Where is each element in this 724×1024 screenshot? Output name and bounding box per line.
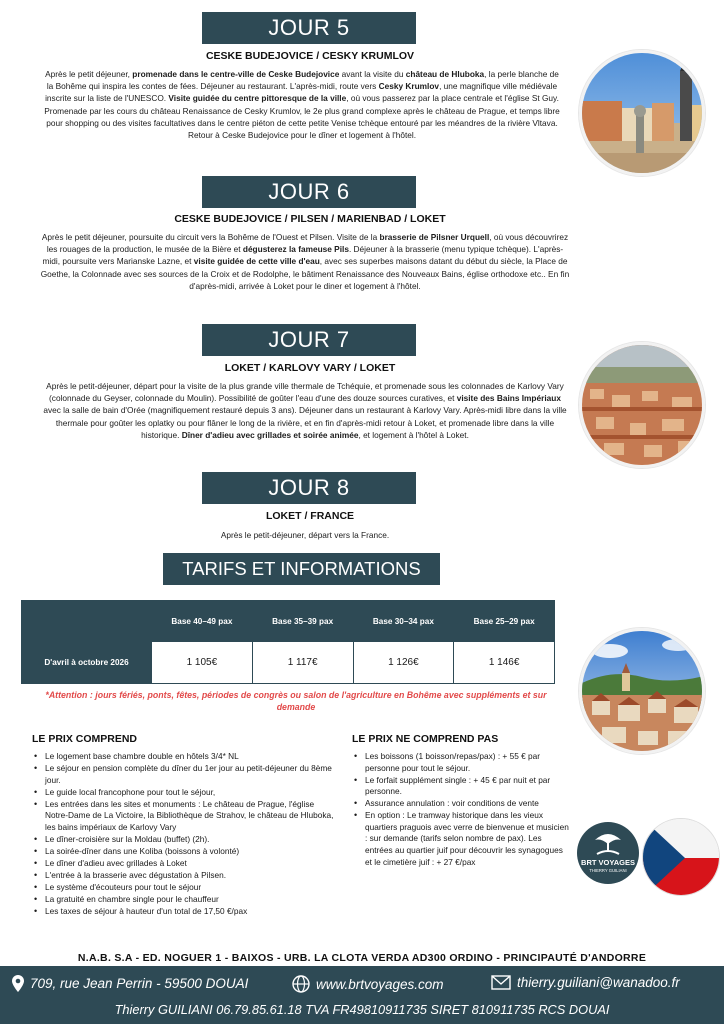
jour-5-text bbox=[44, 68, 560, 141]
jour-7-text bbox=[40, 380, 570, 441]
body-text: , où vous découvrirez les rouages de la production, le musée de la Bière et bbox=[46, 232, 569, 255]
highlight-text: dégusterez la fameuse Pils bbox=[242, 244, 349, 255]
brt-voyages-logo-graphic bbox=[577, 822, 639, 884]
body-text: Après le petit déjeuner, poursuite du circuit vers la Bohême de l'Ouest et Pilsen. Visite de la bbox=[41, 232, 380, 242]
jour-7-route: LOKET / KARLOVY VARY / LOKET bbox=[224, 362, 396, 374]
jour-7-banner: JOUR 7 bbox=[202, 324, 416, 356]
svg-text:BRT VOYAGES: BRT VOYAGES bbox=[581, 858, 635, 867]
price-table-header: Base 30–34 pax bbox=[353, 601, 454, 642]
body-text: , et logement à l'hôtel à Loket. bbox=[358, 429, 469, 440]
tarifs-banner: TARIFS ET INFORMATIONS bbox=[163, 553, 440, 585]
list-item: • En option : Le tramway historique dans les vieux quartiers praguois avec verre de bienvenue et musicien : sur demande (tarifs selon nombre de pax). Les entrées au quartier juif pour découvrir les synagogues et le cimetière juif : + 27 €/pax bbox=[353, 810, 571, 868]
list-item: • L'entrée à la brasserie avec dégustation à Pilsen. bbox=[33, 870, 335, 882]
price-table-header: Base 40–49 pax bbox=[152, 601, 253, 642]
price-cell: 1 126€ bbox=[353, 642, 454, 684]
body-text: . Déjeuner à la brasserie (menu typique tchèque). L'après-midi, poursuite vers Marianske Lazne, et bbox=[42, 244, 564, 267]
price-table-row bbox=[22, 642, 555, 684]
list-item: • Le forfait supplément single : + 45 € par nuit et par personne. bbox=[353, 775, 571, 798]
body-text: , avec ses superbes maisons datant du début du siècle, la Place de Goethe, la Colonnade avec ses sources de la Croix et de Rodolphe, le bâtiment Renaissance des Nouveaux Bains, église orthodoxe etc.. En fin d'après-midi, arrivée à Loket pour le diner et logement à l'hôtel. bbox=[40, 256, 570, 291]
brt-voyages-logo bbox=[577, 822, 639, 884]
price-cell: 1 105€ bbox=[152, 642, 253, 684]
price-table-corner bbox=[22, 601, 152, 642]
list-item: • Le logement base chambre double en hôtels 3/4* NL bbox=[33, 751, 335, 763]
email-link[interactable]: thierry.guiliani@wanadoo.fr bbox=[517, 975, 680, 990]
jour-6-route: CESKE BUDEJOVICE / PILSEN / MARIENBAD / LOKET bbox=[174, 213, 446, 225]
jour-8-text bbox=[40, 529, 570, 541]
price-table-header-row bbox=[22, 601, 555, 642]
body-text: Après le petit-déjeuner, départ vers la France. bbox=[220, 530, 390, 540]
body-text: , une magnifique ville médiévale inscrite sur la liste de l'UNESCO. bbox=[45, 81, 558, 104]
list-item: • Le guide local francophone pour tout le séjour, bbox=[33, 787, 335, 799]
list-item: • Les entrées dans les sites et monuments : Le château de Prague, l'église Notre-Dame de La Victoire, la Bibliothèque de Strahov, le château de Hluboka, les bains impériaux de Karlovy Vary bbox=[33, 799, 335, 834]
jour-5-banner: JOUR 5 bbox=[202, 12, 416, 44]
body-text: , la perle blanche de la Bohême qui inspira les contes de fées. Déjeuner au restaurant. L'après-midi, route vers bbox=[46, 69, 559, 92]
highlight-text: Cesky Krumlov bbox=[378, 81, 440, 92]
location-pin-icon bbox=[12, 975, 24, 992]
footer-address bbox=[12, 975, 248, 992]
prix-ne-comprend-list bbox=[353, 751, 571, 869]
body-text: avant la visite du bbox=[339, 69, 406, 79]
highlight-text: Dîner d'adieu avec grillades et soirée animée bbox=[181, 429, 359, 440]
price-period: D'avril à octobre 2026 bbox=[22, 642, 152, 684]
jour-6-banner: JOUR 6 bbox=[202, 176, 416, 208]
list-item: • Le séjour en pension complète du dîner du 1er jour au petit-déjeuner du 8ème jour. bbox=[33, 763, 335, 786]
address-text: 709, rue Jean Perrin - 59500 DOUAI bbox=[30, 976, 249, 991]
karlovy-vary-photo bbox=[579, 342, 705, 468]
jour-8-route: LOKET / FRANCE bbox=[265, 510, 355, 522]
footer bbox=[0, 966, 724, 1024]
list-item: • Le dîner-croisière sur la Moldau (buffet) (2h). bbox=[33, 834, 335, 846]
website-link[interactable]: www.brtvoyages.com bbox=[316, 976, 444, 992]
footer-legal: Thierry GUILIANI 06.79.85.61.18 TVA FR49810911735 SIRET 810911735 RCS DOUAI bbox=[114, 1002, 610, 1017]
price-cell: 1 146€ bbox=[454, 642, 555, 684]
jour-8-banner: JOUR 8 bbox=[202, 472, 416, 504]
cesky-krumlov-photo bbox=[579, 628, 705, 754]
list-item: • Les boissons (1 boisson/repas/pax) : + 55 € par personne pour tout le séjour. bbox=[353, 751, 571, 774]
price-table-header: Base 35–39 pax bbox=[252, 601, 353, 642]
price-table bbox=[21, 600, 555, 684]
highlight-text: brasserie de Pilsner Urquell bbox=[379, 232, 490, 242]
envelope-icon bbox=[491, 975, 511, 990]
highlight-text: château de Hluboka bbox=[405, 69, 485, 79]
list-item: • Le système d'écouteurs pour tout le séjour bbox=[33, 882, 335, 894]
czech-flag-icon bbox=[642, 818, 720, 896]
jour-5-route: CESKE BUDEJOVICE / CESKY KRUMLOV bbox=[205, 50, 415, 62]
body-text: Après le petit déjeuner, bbox=[45, 69, 133, 79]
prix-comprend-list bbox=[33, 751, 335, 918]
body-text: Après le petit-déjeuner, départ pour la visite de la plus grande ville thermale de Tchéquie, et promenade sous les colonnades de Karlovy Vary (colonnade du Geyser, colonnade du Moulin). Possibilité de goûter l'eau d'une des douze sources curatives, et bbox=[46, 381, 564, 404]
footer-email[interactable] bbox=[491, 975, 680, 990]
list-item: • La soirée-dîner dans une Koliba (boissons à volonté) bbox=[33, 846, 335, 858]
attention-note: *Attention : jours fériés, ponts, fêtes, périodes de congrès ou salon de l'agriculture en Bohême avec suppléments et sur demande bbox=[45, 690, 547, 712]
highlight-text: promenade dans le centre-ville de Ceske Budejovice bbox=[132, 69, 340, 79]
highlight-text: Visite guidée du centre pittoresque de la ville bbox=[168, 93, 347, 104]
list-item: • Assurance annulation : voir conditions de vente bbox=[353, 798, 571, 810]
list-item: • La gratuité en chambre single pour le chauffeur bbox=[33, 894, 335, 906]
list-item: • Les taxes de séjour à hauteur d'un total de 17,50 €/pax bbox=[33, 906, 335, 918]
price-cell: 1 117€ bbox=[252, 642, 353, 684]
prix-ne-comprend-title: LE PRIX NE COMPREND PAS bbox=[352, 733, 499, 745]
footer-website[interactable] bbox=[292, 975, 444, 993]
highlight-text: visite guidée de cette ville d'eau bbox=[193, 256, 320, 267]
globe-icon bbox=[292, 975, 310, 993]
list-item: • Le dîner d'adieu avec grillades à Loket bbox=[33, 858, 335, 870]
prix-comprend-title: LE PRIX COMPREND bbox=[32, 733, 138, 745]
svg-text:THIERRY GUILIANI: THIERRY GUILIANI bbox=[589, 868, 627, 873]
price-table-header: Base 25–29 pax bbox=[454, 601, 555, 642]
highlight-text: visite des Bains Impériaux bbox=[456, 393, 561, 404]
company-line: N.A.B. S.A - ED. NOGUER 1 - BAIXOS - URB. LA CLOTA VERDA AD300 ORDINO - PRINCIPAUTÉ D'ANDORRE bbox=[77, 952, 647, 964]
ceske-budejovice-photo bbox=[579, 50, 705, 176]
body-text: avec la salle de bain d'Orée (magnifiquement restauré depuis 3 ans). Déjeuner dans un restaurant à Karlovy Vary. Après-midi libre dans la ville thermale pour goûter les oplatky ou pour flâner le long de la rivière, et en fin d'après-midi retour à Loket, et promenade libre dans la ville historique. bbox=[43, 405, 567, 440]
body-text: , où vous passerez par la place centrale et l'église St Guy. Promenade par les cours du château Renaissance de Cesky Krumlov, le 2e plus grand complexe après le château de Prague, et temps libre pour shopping ou des visites facultatives dans le centre piéton de cette petite Venise tchèque entouré par les méandres de la rivière Vltava. Retour à Ceske Budejovice pour le dîner et logement à l'hôtel. bbox=[44, 93, 560, 141]
jour-6-text bbox=[40, 231, 570, 292]
